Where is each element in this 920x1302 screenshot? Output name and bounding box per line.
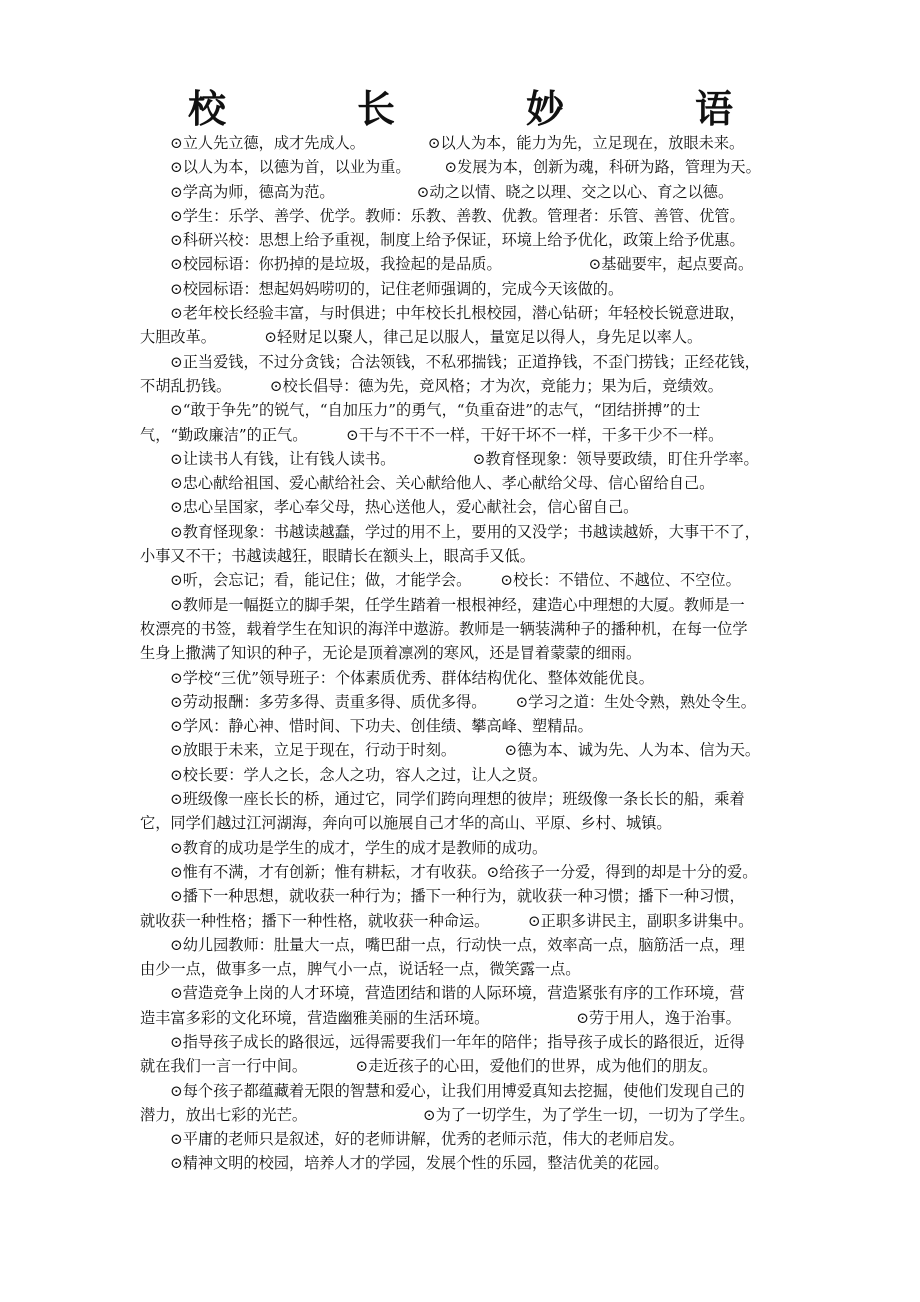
text-line: 枚漂亮的书签，载着学生在知识的海洋中遨游。教师是一辆装满种子的播种机，在每一位学 [140, 619, 748, 638]
text-line: ⊙幼儿园教师：肚量大一点，嘴巴甜一点，行动快一点，效率高一点，脑筋活一点，理 [170, 935, 745, 954]
text-line: ⊙播下一种思想，就收获一种行为；播下一种行为，就收获一种习惯；播下一种习惯， [170, 887, 745, 906]
text-line: 生身上撒满了知识的种子，无论是顶着凛冽的寒风，还是冒着蒙蒙的细雨。 [140, 644, 642, 663]
text-line: ⊙听，会忘记；看，能记住；做，才能学会。 ⊙校长：不错位、不越位、不空位。 [170, 571, 741, 590]
text-line: 它，同学们越过江河湖海，奔向可以施展自己才华的高山、平原、乡村、城镇。 [140, 814, 672, 833]
text-line: ⊙指导孩子成长的路很远，远得需要我们一年年的陪伴；指导孩子成长的路很近，近得 [170, 1032, 745, 1051]
text-line: ⊙学风：静心神、惜时间、下功夫、创佳绩、攀高峰、塑精品。 [170, 717, 593, 736]
text-line: 不胡乱扔钱。 ⊙校长倡导：德为先，竞风格；才为次，竞能力；果为后，竞绩效。 [140, 376, 723, 395]
text-line: ⊙科研兴校：思想上给予重视，制度上给予保证，环境上给予优化，政策上给予优惠。 [170, 231, 745, 250]
text-line: ⊙教师是一幅挺立的脚手架，任学生踏着一根根神经，建造心中理想的大厦。教师是一 [170, 595, 745, 614]
text-line: 就收获一种性格；播下一种性格，就收获一种命运。 ⊙正职多讲民主，副职多讲集中。 [140, 911, 754, 930]
text-line: ⊙忠心呈国家，孝心奉父母，热心送他人，爱心献社会，信心留自己。 [170, 498, 639, 517]
text-line: ⊙营造竞争上岗的人才环境，营造团结和谐的人际环境，营造紧张有序的工作环境，营 [170, 984, 745, 1003]
text-line: 大胆改革。 ⊙轻财足以聚人，律己足以服人，量宽足以得人，身先足以率人。 [140, 328, 703, 347]
text-line: ⊙“敢于争先”的锐气，“自加压力”的勇气，“负重奋进”的志气，“团结拼搏”的士 [170, 401, 701, 420]
text-line: ⊙教育的成功是学生的成才，学生的成才是教师的成功。 [170, 838, 548, 857]
text-line: ⊙学高为师，德高为范。 ⊙动之以情、晓之以理、交之以心、育之以德。 [170, 182, 734, 201]
title-char: 语 [694, 86, 733, 131]
text-line: ⊙立人先立德，成才先成人。 ⊙以人为本，能力为先，立足现在，放眼未来。 [170, 134, 745, 152]
text-line: 造丰富多彩的文化环境，营造幽雅美丽的生活环境。 ⊙劳于用人，逸于治事。 [140, 1008, 741, 1027]
text-line: ⊙校园标语：想起妈妈唠叨的，记住老师强调的，完成今天该做的。 [170, 279, 624, 298]
text-line: ⊙教育怪现象：书越读越蠢，学过的用不上，要用的又没学；书越读越娇，大事干不了， [170, 522, 760, 541]
text-line: ⊙学生：乐学、善学、优学。教师：乐教、善教、优教。管理者：乐管、善管、优管。 [170, 206, 745, 225]
text-line: ⊙校园标语：你扔掉的是垃圾，我捡起的是品质。 ⊙基础要牢，起点要高。 [170, 255, 754, 274]
text-line: ⊙每个孩子都蕴藏着无限的智慧和爱心，让我们用博爱真知去挖掘，使他们发现自己的 [170, 1081, 745, 1100]
text-line: 气，“勤政廉洁”的正气。 ⊙干与不干不一样，干好干坏不一样，干多干少不一样。 [140, 425, 724, 444]
text-line: ⊙班级像一座长长的桥，通过它，同学们跨向理想的彼岸；班级像一条长长的船，乘着 [170, 790, 745, 809]
text-line: ⊙老年校长经验丰富，与时俱进；中年校长扎根校园，潜心钻研；年轻校长锐意进取， [170, 304, 745, 323]
text-line: ⊙学校“三优”领导班子：个体素质优秀、群体结构优化、整体效能优良。 [170, 668, 654, 687]
text-line: ⊙正当爱钱，不过分贪钱；合法领钱，不私邪揣钱；正道挣钱，不歪门捞钱；正经花钱， [170, 352, 760, 371]
title-char: 妙 [525, 86, 564, 131]
text-line: 小事又不干；书越读越狂，眼睛长在额头上，眼高手又低。 [140, 547, 535, 566]
text-line: ⊙忠心献给祖国、爱心献给社会、关心献给他人、孝心献给父母、信心留给自己。 [170, 474, 715, 493]
text-line: 潜力，放出七彩的光芒。 ⊙为了一切学生，为了学生一切，一切为了学生。 [140, 1105, 755, 1124]
text-line: ⊙劳动报酬：多劳多得、责重多得、质优多得。 ⊙学习之道：生处令熟，熟处令生。 [170, 692, 756, 711]
document-body [140, 131, 800, 1176]
text-line: ⊙平庸的老师只是叙述，好的老师讲解，优秀的老师示范，伟大的老师启发。 [170, 1130, 684, 1149]
text-line: ⊙让读书人有钱，让有钱人读书。 ⊙教育怪现象：领导要政绩，盯住升学率。 [170, 449, 759, 468]
text-line: ⊙校长要：学人之长，念人之功，容人之过，让人之贤。 [170, 765, 548, 784]
text-line: ⊙惟有不满，才有创新；惟有耕耘，才有收获。⊙给孩子一分爱，得到的却是十分的爱。 [170, 862, 758, 881]
title-char: 长 [356, 86, 395, 131]
text-line: ⊙以人为本，以德为首，以业为重。 ⊙发展为本，创新为魂，科研为路，管理为天。 [170, 158, 761, 177]
title-char: 校 [188, 86, 227, 131]
text-line: 就在我们一言一行中间。 ⊙走近孩子的心田，爱他们的世界，成为他们的朋友。 [140, 1057, 718, 1076]
text-line: 由少一点，做事多一点，脾气小一点，说话轻一点，微笑露一点。 [140, 960, 581, 979]
text-line: ⊙放眼于未来，立足于现在，行动于时刻。 ⊙德为本、诚为先、人为本、信为天。 [170, 741, 761, 760]
text-line: ⊙精神文明的校园，培养人才的学园，发展个性的乐园，整洁优美的花园。 [170, 1154, 669, 1173]
page-title [188, 82, 733, 136]
